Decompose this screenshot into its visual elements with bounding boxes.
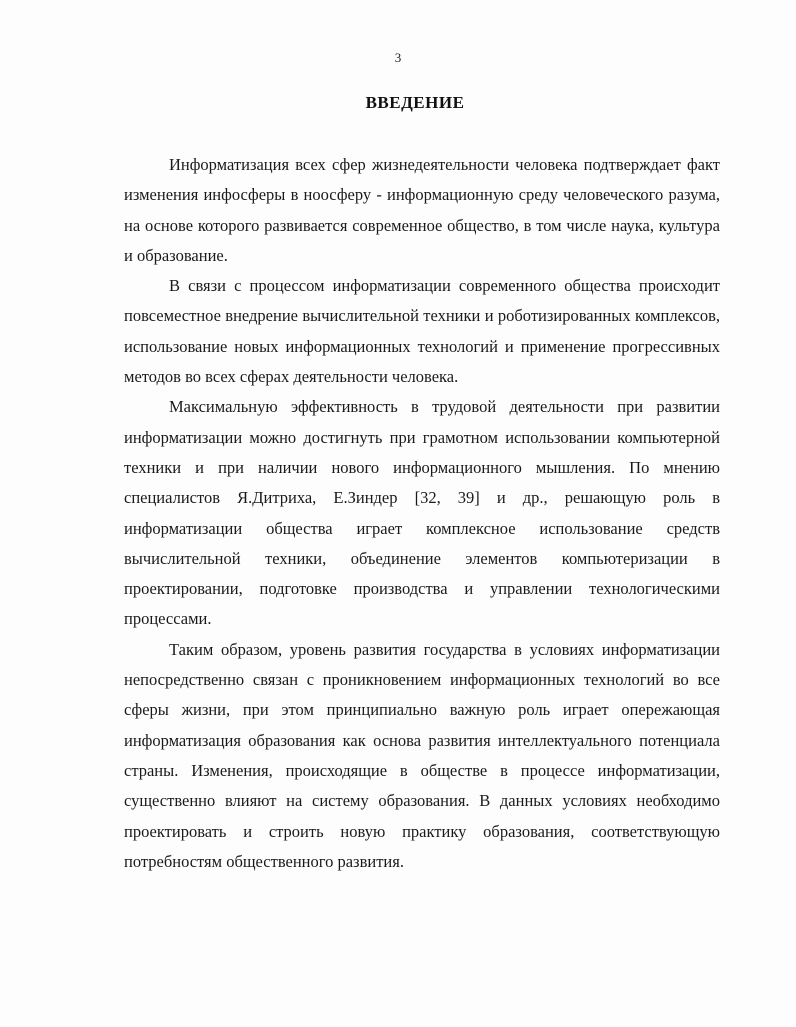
page-number: 3 [394, 50, 402, 65]
body-text [124, 150, 720, 877]
paragraph: В связи с процессом информатизации современного общества происходит повсеместное внедрение вычислительной техники и роботизированных комплексов, использование новых информационных технологий и применение прогрессивных методов во всех сферах деятельности человека. [124, 276, 720, 387]
paragraph: Максимальную эффективность в трудовой деятельности при развитии информатизации можно достигнуть при грамотном использовании компьютерной техники и при наличии нового информационного мышления. По мнению специалистов Я.Дитриха, Е.Зиндер [32, 39] и др., решающую роль в информатизации общества играет комплексное использование средств вычислительной техники, объединение элементов компьютеризации в проектировании, подготовке производства и управлении технологическими процессами. [124, 397, 720, 629]
paragraph: Информатизация всех сфер жизнедеятельности человека подтверждает факт изменения инфосферы в ноосферу - информационную среду человеческого разума, на основе которого развивается современное общество, в том числе наука, культура и образование. [124, 155, 720, 265]
page-title: ВВЕДЕНИЕ [365, 93, 465, 112]
paragraph: Таким образом, уровень развития государства в условиях информатизации непосредственно связан с проникновением информационных технологий во все сферы жизни, при этом принципиально важную роль играет опережающая информатизация образования как основа развития интеллектуального потенциала страны. Изменения, происходящие в обществе в процессе информатизации, существенно влияют на систему образования. В данных условиях необходимо проектировать и строить новую практику образования, соответствующую потребностям общественного развития. [124, 639, 720, 871]
